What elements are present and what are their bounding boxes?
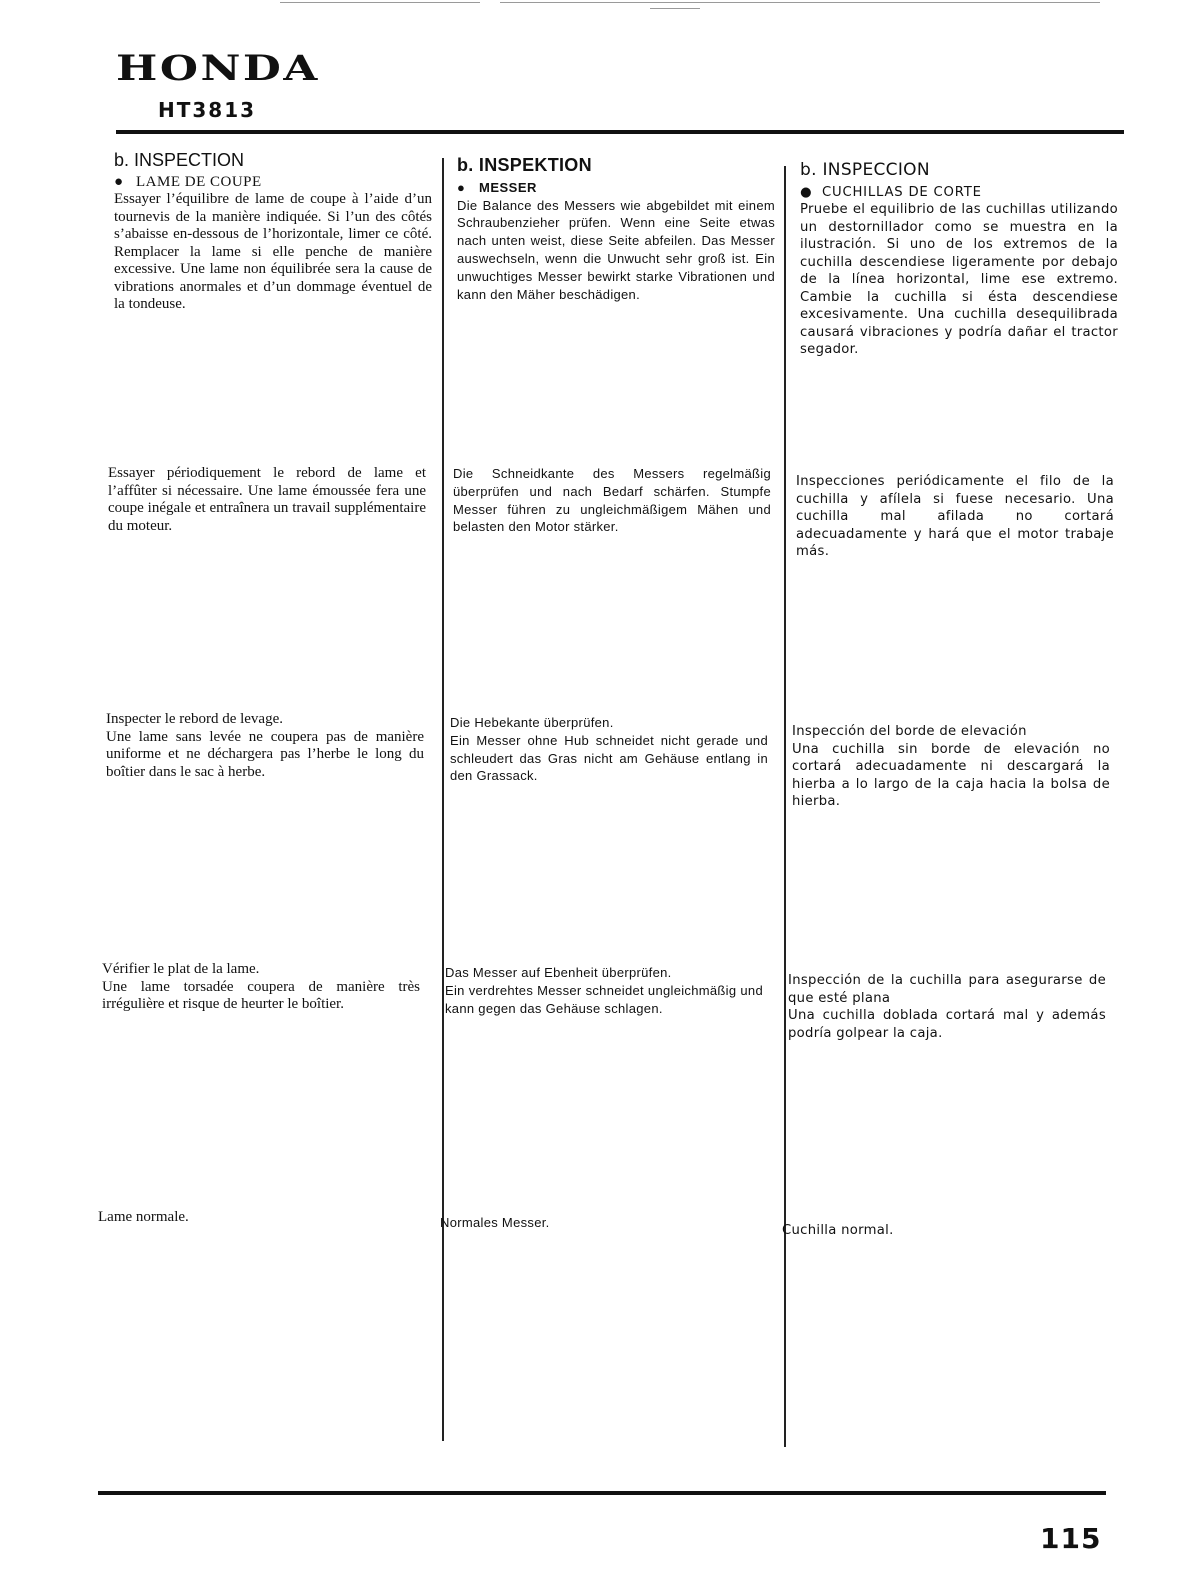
bullet-icon: ● (457, 179, 466, 195)
paragraph: Une lame sans levée ne coupera pas de manière uniforme et ne déchargera pas l’herbe le long du boîtier dans le sac à herbe. (106, 728, 424, 780)
fr-edge-block (108, 465, 426, 535)
bullet-icon: ● (800, 184, 813, 200)
de-edge-block (453, 465, 771, 536)
de-normal-block (440, 1214, 758, 1232)
es-lift-block (792, 723, 1110, 811)
caption: Cuchilla normal. (782, 1223, 894, 1238)
paragraph: Ein Messer ohne Hub schneidet nicht gerade und schleudert das Gras nicht am Gehäuse entlang in den Grassack. (450, 732, 768, 784)
es-intro-block (800, 162, 1118, 359)
subheading: ● MESSER (457, 179, 537, 195)
paragraph-title: Das Messer auf Ebenheit überprüfen. (445, 965, 672, 980)
paragraph: Pruebe el equilibrio de las cuchillas utilizando un destornillador como se muestra en la ilustración. Si uno de los extremos de la cuchilla descendiese ligeramente por debajo de la línea horizontal, lime ese extremo. Cambie la cuchilla si ésta descendiese excesivamente. Una cuchilla desequilibrada causará vibraciones y podría dañar el tractor segador. (800, 202, 1118, 357)
footer-rule (98, 1491, 1106, 1495)
paragraph: Essayer l’équilibre de lame de coupe à l’aide d’un tournevis de la manière indiquée. Si l’un des côtés s’abaisse en-dessous de l’horizontale, limer ce côté. Remplacer la lame si elle penche de manière excessive. Une lame non équilibrée sera la cause de vibrations anormales et d’un dommage éventuel de la tondeuse. (114, 191, 432, 312)
paragraph-title: Inspección de la cuchilla para asegurarse de que esté plana (788, 973, 1106, 1006)
paragraph: Ein verdrehtes Messer schneidet ungleichmäßig und kann gegen das Gehäuse schlagen. (445, 982, 763, 1016)
brand-logo: HONDA (116, 48, 320, 89)
model-number: HT3813 (158, 98, 257, 122)
subheading: ● LAME DE COUPE (114, 173, 262, 190)
caption: Lame normale. (98, 1209, 189, 1225)
paragraph: Die Balance des Messers wie abgebildet mit einem Schraubenzieher prüfen. Wenn eine Seite etwas nach unten weist, diese Seite abfeilen. Das Messer auswechseln, wenn die Unwucht sehr groß ist. Ein unwuchtiges Messer bewirkt starke Vibrationen und kann den Mäher beschädigen. (457, 197, 775, 302)
paragraph: Una cuchilla doblada cortará mal y además podría golpear la caja. (788, 1008, 1106, 1041)
bullet-icon: ● (114, 173, 124, 190)
top-border-line (500, 2, 1100, 3)
paragraph: Una cuchilla sin borde de elevación no cortará adecuadamente ni descargará la hierba a lo largo de la caja hacia la bolsa de hierba. (792, 741, 1110, 809)
es-normal-block (782, 1222, 1100, 1240)
es-edge-block (796, 473, 1114, 561)
fr-normal-block (98, 1209, 416, 1227)
paragraph: Inspecciones periódicamente el filo de la cuchilla y afílela si fuese necesario. Una cuchilla mal afilada no cortará adecuadamente y hará que el motor trabaje más. (796, 474, 1114, 559)
page-number: 115 (1040, 1522, 1102, 1555)
top-border-line (650, 8, 700, 9)
paragraph: Essayer périodiquement le rebord de lame et l’affûter si nécessaire. Une lame émoussée fera une coupe inégale et entraînera un travail supplémentaire du moteur. (108, 465, 426, 534)
section-heading: b. INSPEKTION (457, 155, 592, 175)
header-rule (116, 130, 1124, 134)
de-flat-block (445, 964, 763, 1017)
de-intro-block (457, 157, 775, 303)
column-divider-left (442, 158, 444, 1441)
paragraph-title: Die Hebekante überprüfen. (450, 715, 614, 730)
paragraph-title: Vérifier le plat de la lame. (102, 961, 260, 977)
section-heading: b. INSPECTION (114, 150, 245, 170)
section-heading: b. INSPECCION (800, 160, 930, 180)
fr-lift-block (106, 711, 424, 781)
de-lift-block (450, 714, 768, 785)
caption: Normales Messer. (440, 1215, 550, 1230)
fr-intro-block (114, 152, 432, 314)
subheading: ● CUCHILLAS DE CORTE (800, 184, 982, 200)
paragraph-title: Inspecter le rebord de levage. (106, 711, 283, 727)
paragraph: Une lame torsadée coupera de manière très irrégulière et risque de heurter le boîtier. (102, 978, 420, 1012)
paragraph-title: Inspección del borde de elevación (792, 724, 1027, 739)
column-divider-right (784, 166, 786, 1447)
top-border-line (280, 2, 480, 3)
paragraph: Die Schneidkante des Messers regelmäßig überprüfen und nach Bedarf schärfen. Stumpfe Messer führen zu ungleichmäßigem Mähen und belasten den Motor stärker. (453, 466, 771, 535)
es-flat-block (788, 972, 1106, 1042)
fr-flat-block (102, 961, 420, 1014)
